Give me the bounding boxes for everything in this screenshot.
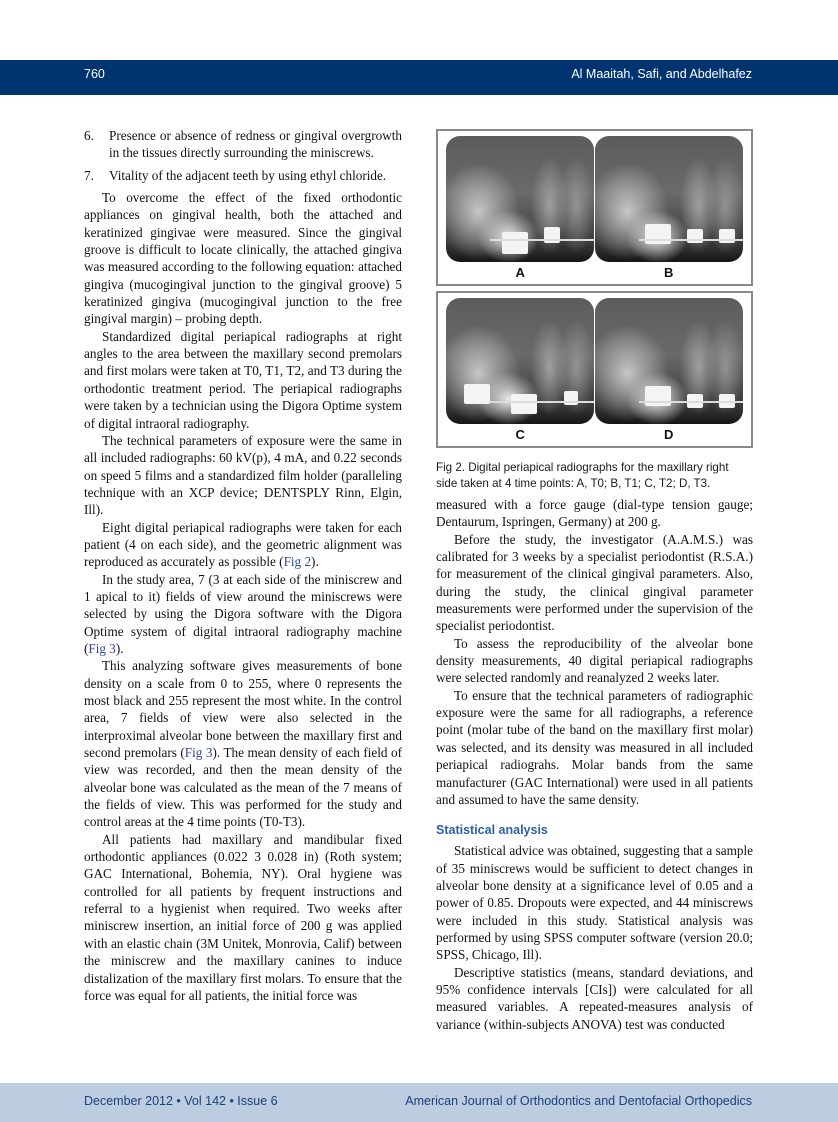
list-item xyxy=(84,167,402,184)
figure-panel-top xyxy=(436,129,753,286)
issue-info: December 2012 • Vol 142 • Issue 6 xyxy=(84,1094,278,1108)
panel-label-b: B xyxy=(664,265,674,280)
radiograph-image-b xyxy=(595,136,743,262)
paragraph-text: This analyzing software gives measurements of bone density on a scale from 0 to 255, where 0 represents the most black and 255 represent the most white. In the control area, 7 fields of view were also selected in the interproximal alveolar bone between the maxillary first and second premolars ( xyxy=(84,658,402,761)
panel-label-d: D xyxy=(664,427,674,442)
figure-2 xyxy=(436,129,753,492)
figure-3-link[interactable]: Fig 3 xyxy=(88,640,116,656)
page-number: 760 xyxy=(84,67,105,81)
paragraph-text: Eight digital periapical radiographs were taken for each patient (4 on each side), and the geometric alignment was reproduced as accurately as possible ( xyxy=(84,519,402,570)
body-paragraph: All patients had maxillary and mandibular fixed orthodontic appliances (0.022 3 0.028 in) (Roth system; GAC International, Bohemia, NY). Oral hygiene was controlled for all patients by frequent instructions and referral to a hygienist when required. Two weeks after miniscrew insertion, an initial force of 200 g was applied with an elastic chain (3M Unitek, Monrovia, Calif) between the miniscrew and the maxillary canines to induce distalization of the maxillary first molars. To ensure that the force was equal for all patients, the initial force was xyxy=(84,831,402,1003)
body-paragraph: To ensure that the technical parameters of radiographic exposure were the same for all radiographs, a reference point (molar tube of the band on the maxillary first molar) was selected, and its density was measured in all included periapical radiograhs. Molar bands from the same manufacturer (GAC International) were used in all patients and assumed to have the same density. xyxy=(436,687,753,807)
radiograph-image-a xyxy=(446,136,594,262)
body-paragraph: Descriptive statistics (means, standard deviations, and 95% confidence intervals [CIs]) were calculated for all measured variables. A repeated-measures analysis of variance (within-subjects ANOVA) test was conducted xyxy=(436,964,753,1032)
figure-panel-bottom xyxy=(436,291,753,448)
running-footer xyxy=(0,1083,838,1122)
paragraph-text: ). The mean density of each field of view was recorded, and then the mean density of the alveolar bone was calculated as the mean of the 7 means of the fields of view. This was performed for the study and control areas at the 4 time points (T0-T3). xyxy=(84,745,402,830)
figure-3-link[interactable]: Fig 3 xyxy=(184,745,213,761)
running-header-authors: Al Maaitah, Safi, and Abdelhafez xyxy=(571,67,752,81)
list-number: 6. xyxy=(84,128,94,143)
body-paragraph: Standardized digital periapical radiographs at right angles to the area between the maxillary second premolars and first molars were taken at T0, T1, T2, and T3 during the orthodontic treatment period. The periapical radiographs were taken by a technician using the Digora Optime system of digital intraoral radiography. xyxy=(84,328,402,431)
figure-2-link[interactable]: Fig 2 xyxy=(283,554,312,570)
body-paragraph: To overcome the effect of the fixed orthodontic appliances on gingival health, both the attached and keratinized gingivae were measured. Since the gingival groove is difficult to locate clinically, the attached gingiva was measured according to the following equation: attached gingiva (mucogingival junction to the gingival groove) 5 keratinized gingiva (mucogingival junction to the free gingival margin) – probing depth. xyxy=(84,190,402,327)
body-paragraph xyxy=(84,571,402,658)
list-item xyxy=(84,127,402,162)
body-paragraph: Statistical advice was obtained, suggesting that a sample of 35 miniscrews would be sufficient to detect changes in alveolar bone density at a significance level of 0.05 and a power of 0.85. Dropouts were expected, and 44 miniscrews were included in this study. Statistical analysis was performed by using SPSS computer software (version 20.0; SPSS, Chicago, Ill). xyxy=(436,843,753,963)
left-column xyxy=(84,127,402,1004)
body-paragraph xyxy=(84,519,402,571)
panel-label-c: C xyxy=(515,427,525,442)
list-number: 7. xyxy=(84,167,94,183)
radiograph-image-d xyxy=(595,298,743,424)
body-paragraph: To assess the reproducibility of the alveolar bone density measurements, 40 digital periapical radiographs were selected randomly and reanalyzed 2 weeks later. xyxy=(436,635,753,686)
continuation-paragraph: measured with a force gauge (dial-type tension gauge; Dentaurum, Ispringen, Germany) at 200 g. xyxy=(436,497,753,530)
journal-name: American Journal of Orthodontics and Dentofacial Orthopedics xyxy=(405,1094,752,1108)
radiograph-image-c xyxy=(446,298,594,424)
right-column xyxy=(436,496,753,1033)
list-text: Vitality of the adjacent teeth by using ethyl chloride. xyxy=(109,167,387,183)
paragraph-text: ). xyxy=(311,554,319,570)
paragraph-text: In the study area, 7 (3 at each side of the miniscrew and 1 apical to it) fields of view around the miniscrews were selected by using the Digora software with the Digora Optime system of digital intraoral radiography machine ( xyxy=(84,571,402,656)
section-heading-statistical-analysis: Statistical analysis xyxy=(436,823,548,838)
body-paragraph: The technical parameters of exposure were the same in all included radiographs: 60 kV(p), 4 mA, and 0.22 seconds on speed 5 films and a standardized film holder (paralleling technique with an XCP device; DENTSPLY Rinn, Elgin, Ill). xyxy=(84,432,402,518)
figure-caption: Fig 2. Digital periapical radiographs for the maxillary right side taken at 4 time points: A, T0; B, T1; C, T2; D, T3. xyxy=(436,461,729,490)
paragraph-text: ). xyxy=(115,640,124,656)
panel-label-a: A xyxy=(515,265,525,280)
list-text: Presence or absence of redness or gingival overgrowth in the tissues directly surrounding the miniscrews. xyxy=(109,128,402,161)
running-header xyxy=(0,60,838,95)
body-paragraph xyxy=(84,657,402,830)
body-paragraph: Before the study, the investigator (A.A.M.S.) was calibrated for 3 weeks by a specialist periodontist (R.S.A.) for measurement of the clinical gingival parameters. Also, during the study, the clinical gingival parameter measurements were performed under the supervision of the specialist periodontist. xyxy=(436,531,753,634)
